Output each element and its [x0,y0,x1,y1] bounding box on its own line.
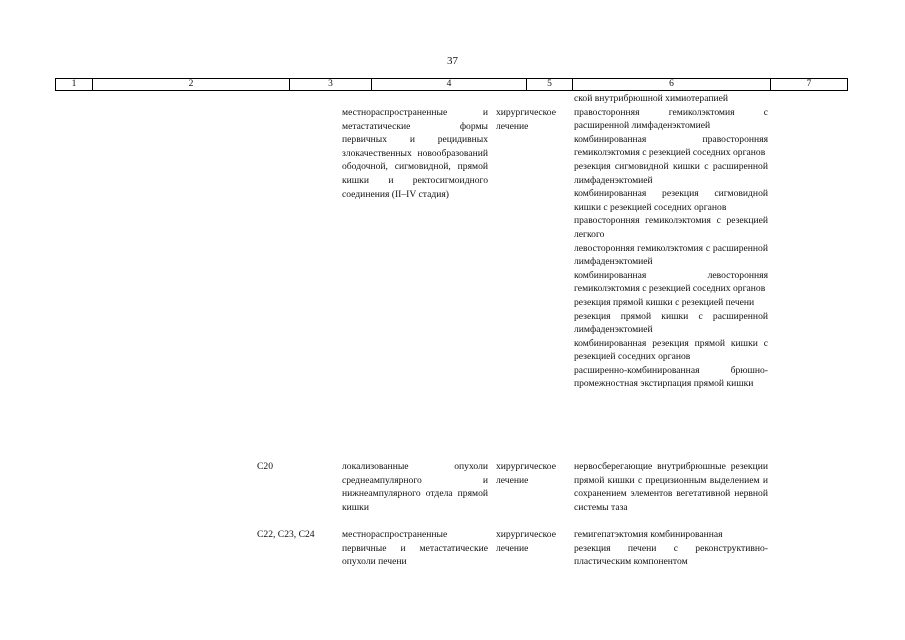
diagnosis-cell: локализованные опухоли среднеампулярного и нижнеампулярного отдела прямой кишки [342,461,488,513]
header-col-3: 3 [289,79,371,90]
treatment-type-cell: хирургичеcкое лечение [496,529,556,554]
header-col-7: 7 [770,79,848,90]
method-cell: гемигепатэктомия комбинированная резекция печени с реконструктивно-пластическим компонентом [574,529,768,568]
code-cell: C20 [257,461,273,472]
method-cell: ской внутрибрюшной химиотерапией правосторонняя гемиколэктомия с расширенной лимфаденэктомией комбинированная правосторонняя гемиколэктомия с резекцией соседних органов резекция сигмовидной кишки с расширенной лимфаденэктомией комбинированная резекция сигмовидной кишки с резекцией соседних органов правосторонняя гемиколэктомия с резекцией легкого левосторонняя гемиколэктомия с расширенной лимфаденэктомией комбинированная левосторонняя гемиколэктомия с резекцией соседних органов резекция прямой кишки с резекцией печени резекция прямой кишки с расширенной лимфаденэктомией комбинированная резекция прямой кишки с резекцией соседних органов расширенно-комбинированная брюшно-промежностная экстирпация прямой кишки [574,93,768,390]
header-col-5: 5 [526,79,572,90]
treatment-type-cell: хирургичеcкое лечение [496,107,556,132]
diagnosis-cell: местнораспространенные первичные и метастатические опухоли печени [342,529,488,568]
header-col-4: 4 [371,79,526,90]
header-col-2: 2 [92,79,289,90]
header-col-1: 1 [55,79,92,90]
page-number: 37 [447,55,458,67]
code-cell: C22, C23, C24 [257,529,315,540]
header-col-6: 6 [572,79,770,90]
treatment-type-cell: хирургичеcкое лечение [496,461,556,486]
diagnosis-cell: местнораспространенные и метастатические формы первичных и рецидивных злокачественных новообразований ободочной, сигмовидной, прямой кишки и ректосигмоидного соединения (II–IV стадия) [342,107,488,200]
method-cell: нервосберегающие внутрибрюшные резекции прямой кишки с прецизионным выделением и сохранением элементов вегетативной нервной системы таза [574,461,768,513]
table-header [55,78,848,91]
